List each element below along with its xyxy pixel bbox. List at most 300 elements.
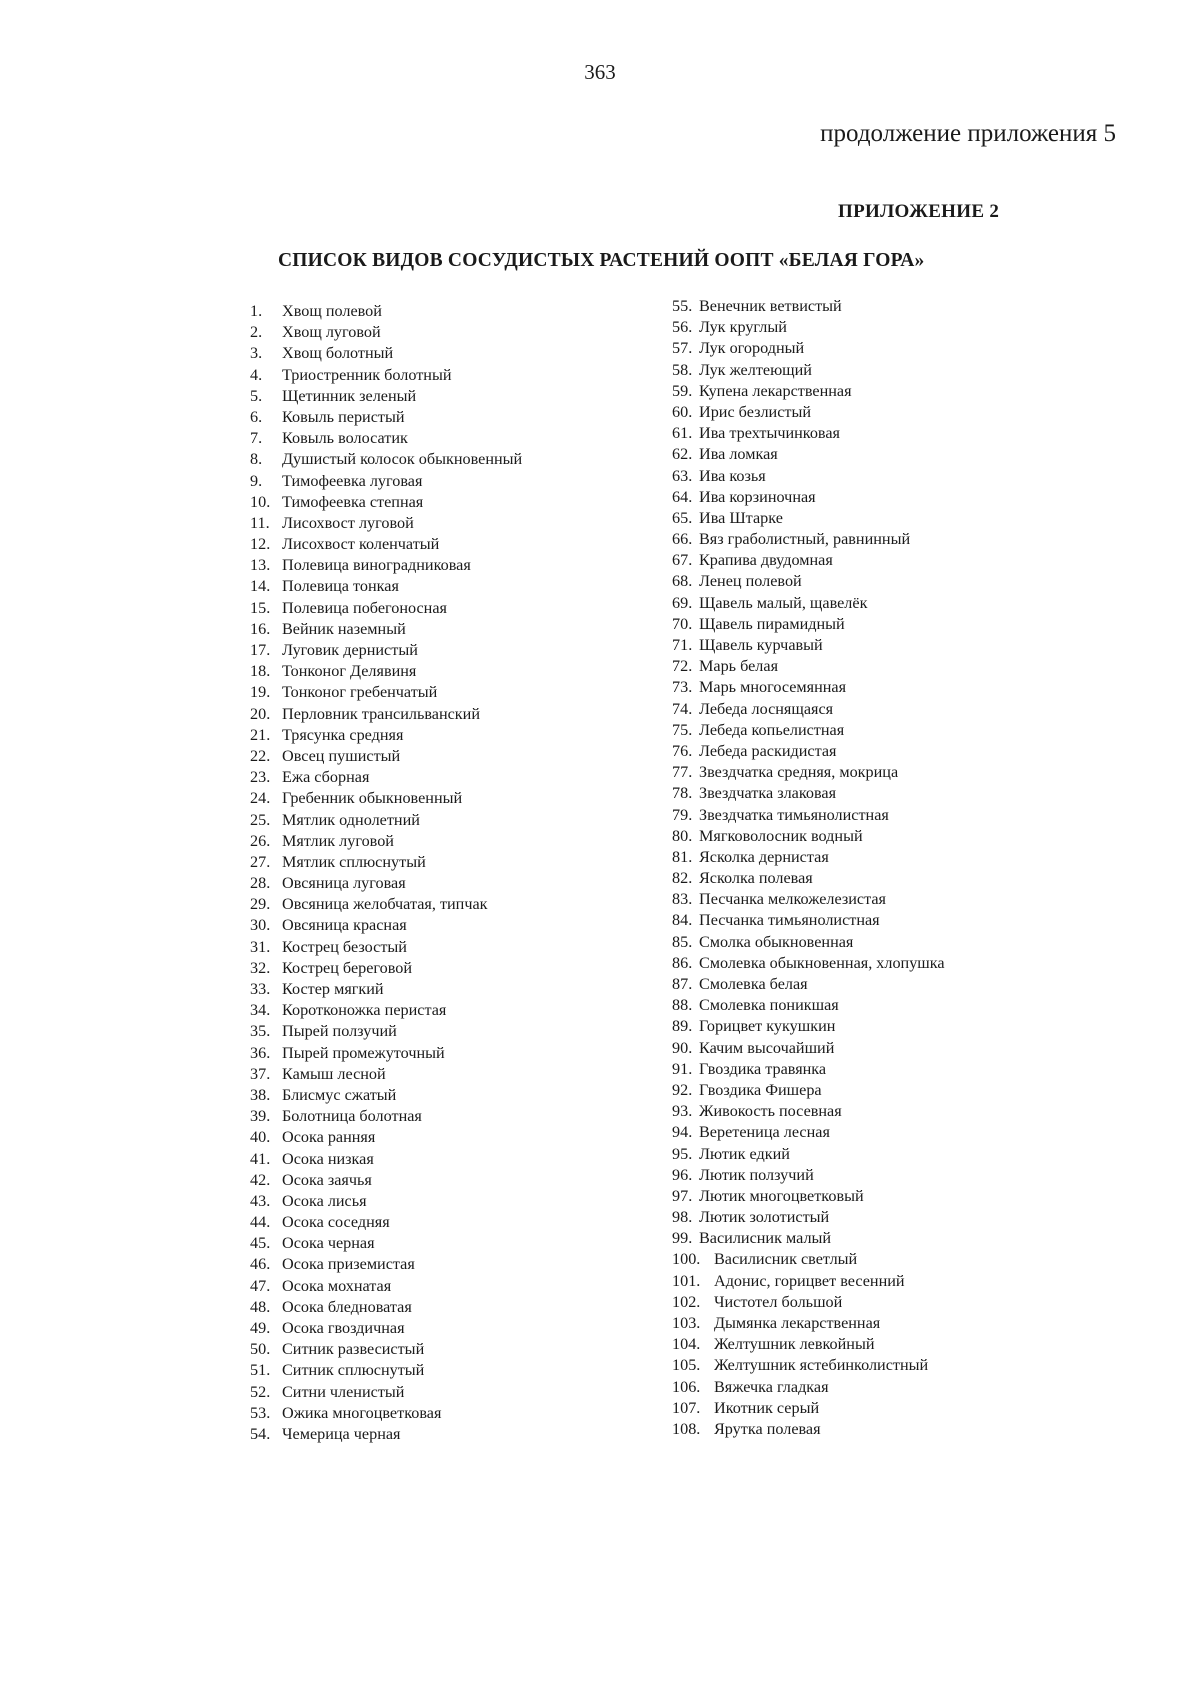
species-number: 44. <box>250 1213 271 1232</box>
species-item <box>250 1212 522 1233</box>
species-item <box>672 741 945 762</box>
species-item <box>672 1038 945 1059</box>
species-name: Лебеда раскидистая <box>699 741 837 760</box>
species-item <box>672 508 945 529</box>
species-name: Горицвет кукушкин <box>699 1017 836 1036</box>
species-name: Ярутка полевая <box>714 1419 821 1438</box>
species-number: 55. <box>672 297 693 315</box>
species-number: 70. <box>672 614 693 633</box>
species-item <box>672 826 945 847</box>
species-item <box>672 1186 945 1207</box>
species-name: Ситни членистый <box>282 1382 405 1401</box>
species-number: 4. <box>250 365 263 384</box>
species-item <box>250 1424 522 1445</box>
species-number: 34. <box>250 1001 271 1020</box>
species-number: 80. <box>672 826 693 845</box>
species-item <box>250 428 522 449</box>
species-name: Ясколка дернистая <box>699 847 829 866</box>
species-item <box>672 699 945 720</box>
species-item <box>672 1165 945 1186</box>
species-number: 99. <box>672 1229 693 1248</box>
species-item <box>672 1228 945 1249</box>
species-name: Перловник трансильванский <box>282 704 480 723</box>
species-number: 15. <box>250 598 271 617</box>
species-number: 39. <box>250 1107 271 1126</box>
species-item <box>250 1127 522 1148</box>
species-name: Гвоздика Фишера <box>699 1080 822 1099</box>
species-number: 47. <box>250 1276 271 1295</box>
species-item <box>672 953 945 974</box>
species-item <box>672 1313 945 1334</box>
species-number: 95. <box>672 1144 693 1163</box>
species-number: 83. <box>672 890 693 909</box>
species-number: 60. <box>672 402 693 421</box>
species-item <box>250 1043 522 1064</box>
species-item <box>672 1080 945 1101</box>
species-name: Ива трехтычинковая <box>699 424 840 443</box>
species-number: 25. <box>250 810 271 829</box>
species-number: 16. <box>250 619 271 638</box>
species-number: 19. <box>250 683 271 702</box>
species-number: 48. <box>250 1297 271 1316</box>
species-name: Желтушник ястебинколистный <box>714 1356 929 1375</box>
species-name: Щавель малый, щавелёк <box>699 593 868 612</box>
species-name: Мятлик луговой <box>282 831 394 850</box>
species-name: Тонконог Делявиня <box>282 662 417 681</box>
species-name: Марь многосемянная <box>699 678 847 697</box>
species-number: 1. <box>250 302 263 320</box>
species-number: 90. <box>672 1038 693 1057</box>
species-number: 94. <box>672 1123 693 1142</box>
species-name: Лютик многоцветковый <box>699 1186 864 1205</box>
species-name: Полевица виноградниковая <box>282 556 471 575</box>
species-item <box>672 487 945 508</box>
species-item <box>250 598 522 619</box>
species-item <box>250 894 522 915</box>
species-number: 26. <box>250 831 271 850</box>
species-name: Лютик ползучий <box>699 1165 814 1184</box>
species-item <box>672 1249 945 1270</box>
species-number: 20. <box>250 704 271 723</box>
species-item <box>672 593 945 614</box>
species-name: Хвощ полевой <box>282 302 382 320</box>
species-item <box>250 471 522 492</box>
species-item <box>250 661 522 682</box>
species-number: 22. <box>250 746 271 765</box>
species-number: 88. <box>672 996 693 1015</box>
species-name: Гребенник обыкновенный <box>282 789 463 808</box>
species-item <box>672 720 945 741</box>
species-item <box>672 1271 945 1292</box>
species-item <box>250 534 522 555</box>
species-number: 92. <box>672 1080 693 1099</box>
species-name: Мягковолосник водный <box>699 826 863 845</box>
species-name: Коротконожка перистая <box>282 1001 447 1020</box>
species-number: 76. <box>672 741 693 760</box>
species-number: 32. <box>250 958 271 977</box>
species-item <box>672 1101 945 1122</box>
species-name: Тимофеевка луговая <box>282 471 423 490</box>
species-name: Осока ранняя <box>282 1128 376 1147</box>
species-number: 45. <box>250 1234 271 1253</box>
species-name: Ленец полевой <box>699 572 802 591</box>
species-name: Лисохвост коленчатый <box>282 535 440 554</box>
species-name: Крапива двудомная <box>699 551 833 570</box>
species-number: 11. <box>250 513 270 532</box>
species-number: 81. <box>672 847 693 866</box>
species-name: Ситник развесистый <box>282 1340 425 1359</box>
species-item <box>250 1339 522 1360</box>
species-item <box>672 571 945 592</box>
species-item <box>250 1085 522 1106</box>
species-item <box>672 1398 945 1419</box>
species-number: 68. <box>672 572 693 591</box>
species-name: Венечник ветвистый <box>699 297 842 315</box>
species-number: 42. <box>250 1170 271 1189</box>
species-number: 14. <box>250 577 271 596</box>
species-item <box>672 338 945 359</box>
species-item <box>250 555 522 576</box>
species-name: Осока лисья <box>282 1191 367 1210</box>
species-item <box>672 444 945 465</box>
species-number: 28. <box>250 874 271 893</box>
species-item <box>250 386 522 407</box>
species-name: Вяз граболистный, равнинный <box>699 530 911 549</box>
species-number: 59. <box>672 381 693 400</box>
species-number: 74. <box>672 699 693 718</box>
species-name: Качим высочайший <box>699 1038 835 1057</box>
species-name: Лук желтеющий <box>699 360 812 379</box>
species-number: 62. <box>672 445 693 464</box>
species-name: Блисмус сжатый <box>282 1085 397 1104</box>
species-number: 3. <box>250 344 263 363</box>
species-item <box>250 873 522 894</box>
species-item <box>672 1016 945 1037</box>
species-item <box>672 317 945 338</box>
species-name: Осока соседняя <box>282 1213 390 1232</box>
species-name: Душистый колосок обыкновенный <box>282 450 523 469</box>
species-item <box>250 788 522 809</box>
species-number: 35. <box>250 1022 271 1041</box>
species-item <box>672 1144 945 1165</box>
species-item <box>672 360 945 381</box>
species-name: Осока бледноватая <box>282 1297 412 1316</box>
species-name: Ковыль перистый <box>282 407 405 426</box>
species-name: Лебеда лоснящаяся <box>699 699 834 718</box>
species-name: Звездчатка злаковая <box>699 784 837 803</box>
species-item <box>672 1122 945 1143</box>
species-name: Лук огородный <box>699 339 805 358</box>
species-item <box>672 423 945 444</box>
species-item <box>672 381 945 402</box>
species-item <box>672 762 945 783</box>
species-name: Осока гвоздичная <box>282 1319 405 1337</box>
species-item <box>250 619 522 640</box>
species-name: Звездчатка тимьянолистная <box>699 805 889 824</box>
species-name: Хвощ луговой <box>282 323 381 342</box>
species-item <box>672 656 945 677</box>
species-item <box>250 449 522 470</box>
species-number: 13. <box>250 556 271 575</box>
appendix-label: ПРИЛОЖЕНИЕ 2 <box>838 201 1000 222</box>
species-number: 38. <box>250 1085 271 1104</box>
species-name: Икотник серый <box>714 1398 820 1417</box>
species-name: Ива Штарке <box>699 508 783 527</box>
species-name: Лютик едкий <box>699 1144 790 1163</box>
species-name: Пырей ползучий <box>282 1022 397 1041</box>
species-name: Тимофеевка степная <box>282 492 424 511</box>
species-item <box>250 301 522 322</box>
species-number: 75. <box>672 720 693 739</box>
species-number: 93. <box>672 1102 693 1121</box>
species-number: 79. <box>672 805 693 824</box>
species-number: 18. <box>250 662 271 681</box>
species-item <box>672 550 945 571</box>
species-name: Живокость посевная <box>699 1102 842 1121</box>
species-number: 97. <box>672 1186 693 1205</box>
species-name: Песчанка мелкожелезистая <box>699 890 886 909</box>
species-name: Чистотел большой <box>714 1292 843 1311</box>
page-number: 363 <box>584 60 616 84</box>
species-number: 106. <box>672 1377 701 1396</box>
species-item <box>672 1207 945 1228</box>
species-number: 50. <box>250 1340 271 1359</box>
species-item <box>672 868 945 889</box>
species-name: Овсец пушистый <box>282 746 401 765</box>
species-number: 96. <box>672 1165 693 1184</box>
species-name: Щетинник зеленый <box>282 386 417 405</box>
species-item <box>250 1021 522 1042</box>
species-number: 51. <box>250 1361 271 1380</box>
species-number: 84. <box>672 911 693 930</box>
species-number: 56. <box>672 318 693 337</box>
species-name: Ежа сборная <box>282 768 370 787</box>
species-name: Ковыль волосатик <box>282 429 408 448</box>
species-name: Песчанка тимьянолистная <box>699 911 880 930</box>
species-item <box>250 407 522 428</box>
species-number: 63. <box>672 466 693 485</box>
species-number: 8. <box>250 450 263 469</box>
species-list-left <box>250 301 522 1445</box>
species-item <box>250 365 522 386</box>
species-item <box>672 1419 945 1440</box>
species-name: Чемерица черная <box>282 1424 401 1443</box>
species-item <box>250 810 522 831</box>
species-name: Смолевка белая <box>699 975 808 993</box>
species-number: 87. <box>672 975 693 993</box>
species-number: 107. <box>672 1398 701 1417</box>
species-number: 49. <box>250 1319 271 1337</box>
species-name: Лютик золотистый <box>699 1208 830 1227</box>
species-name: Ива ломкая <box>699 445 778 464</box>
species-number: 30. <box>250 916 271 935</box>
species-name: Василисник малый <box>699 1229 832 1248</box>
species-name: Желтушник левкойный <box>714 1335 875 1354</box>
species-number: 29. <box>250 895 271 914</box>
species-item <box>250 767 522 788</box>
species-name: Гвоздика травянка <box>699 1059 827 1078</box>
species-item <box>250 725 522 746</box>
list-title: СПИСОК ВИДОВ СОСУДИСТЫХ РАСТЕНИЙ ООПТ «БЕЛАЯ ГОРА» <box>278 250 925 271</box>
species-item <box>672 783 945 804</box>
species-item <box>250 704 522 725</box>
continuation-note: продолжение приложения 5 <box>820 120 1116 147</box>
species-name: Вейник наземный <box>282 619 406 638</box>
species-item <box>250 1254 522 1275</box>
species-item <box>672 677 945 698</box>
species-number: 100. <box>672 1250 701 1269</box>
species-name: Хвощ болотный <box>282 344 394 363</box>
species-item <box>672 635 945 656</box>
species-list-right <box>672 296 945 1440</box>
species-number: 5. <box>250 386 263 405</box>
species-name: Овсяница луговая <box>282 874 406 893</box>
species-name: Мятлик сплюснутый <box>282 852 426 871</box>
species-number: 72. <box>672 657 693 676</box>
species-item <box>250 1000 522 1021</box>
species-name: Полевица побегоносная <box>282 598 447 617</box>
species-item <box>672 995 945 1016</box>
species-name: Тонконог гребенчатый <box>282 683 438 702</box>
species-name: Купена лекарственная <box>699 381 852 400</box>
species-number: 12. <box>250 535 271 554</box>
species-name: Василисник светлый <box>714 1250 858 1269</box>
species-number: 7. <box>250 429 263 448</box>
species-item <box>672 402 945 423</box>
species-name: Осока заячья <box>282 1170 372 1189</box>
species-item <box>672 805 945 826</box>
species-item <box>250 1382 522 1403</box>
species-item <box>250 322 522 343</box>
species-item <box>250 852 522 873</box>
species-item <box>672 296 945 317</box>
species-number: 58. <box>672 360 693 379</box>
species-item <box>250 640 522 661</box>
species-number: 43. <box>250 1191 271 1210</box>
species-name: Мятлик однолетний <box>282 810 420 829</box>
species-name: Овсяница красная <box>282 916 407 935</box>
species-number: 21. <box>250 725 271 744</box>
species-item <box>672 1377 945 1398</box>
species-item <box>672 1355 945 1376</box>
species-name: Камыш лесной <box>282 1064 386 1083</box>
species-number: 82. <box>672 869 693 888</box>
species-item <box>250 1276 522 1297</box>
species-number: 23. <box>250 768 271 787</box>
species-item <box>672 466 945 487</box>
species-name: Овсяница желобчатая, типчак <box>282 895 488 914</box>
species-number: 77. <box>672 763 693 782</box>
species-item <box>250 343 522 364</box>
species-item <box>250 937 522 958</box>
species-name: Ясколка полевая <box>699 869 813 888</box>
species-item <box>250 1149 522 1170</box>
species-number: 101. <box>672 1271 701 1290</box>
species-number: 89. <box>672 1017 693 1036</box>
species-number: 9. <box>250 471 263 490</box>
species-item <box>250 1318 522 1339</box>
species-number: 31. <box>250 937 271 956</box>
species-item <box>672 1292 945 1313</box>
species-number: 78. <box>672 784 693 803</box>
species-item <box>250 1170 522 1191</box>
species-number: 2. <box>250 323 263 342</box>
species-item <box>250 576 522 597</box>
species-name: Триостренник болотный <box>282 365 452 384</box>
species-number: 17. <box>250 641 271 659</box>
species-number: 24. <box>250 789 271 808</box>
species-name: Ива корзиночная <box>699 487 816 506</box>
species-name: Пырей промежуточный <box>282 1043 445 1062</box>
species-item <box>672 974 945 995</box>
species-number: 98. <box>672 1208 693 1227</box>
species-name: Болотница болотная <box>282 1107 422 1126</box>
species-item <box>250 1360 522 1381</box>
species-number: 41. <box>250 1149 271 1168</box>
species-item <box>250 746 522 767</box>
species-name: Смолка обыкновенная <box>699 932 854 951</box>
species-item <box>672 614 945 635</box>
species-name: Кострец береговой <box>282 958 413 977</box>
species-item <box>250 492 522 513</box>
species-item <box>250 979 522 1000</box>
species-name: Дымянка лекарственная <box>714 1314 881 1332</box>
species-number: 53. <box>250 1403 271 1422</box>
species-item <box>250 1297 522 1318</box>
species-number: 67. <box>672 551 693 570</box>
species-item <box>250 1403 522 1424</box>
species-name: Марь белая <box>699 657 779 676</box>
species-name: Осока приземистая <box>282 1255 415 1274</box>
species-name: Ива козья <box>699 466 766 485</box>
species-number: 37. <box>250 1064 271 1083</box>
species-item <box>672 1059 945 1080</box>
species-number: 108. <box>672 1419 701 1438</box>
species-number: 61. <box>672 424 693 443</box>
species-name: Лук круглый <box>699 318 787 337</box>
species-number: 54. <box>250 1424 271 1443</box>
species-number: 52. <box>250 1382 271 1401</box>
species-name: Смолевка поникшая <box>699 996 839 1015</box>
species-name: Осока мохнатая <box>282 1276 392 1295</box>
species-number: 64. <box>672 487 693 506</box>
species-item <box>250 831 522 852</box>
species-item <box>250 513 522 534</box>
species-number: 10. <box>250 492 271 511</box>
species-number: 33. <box>250 980 271 998</box>
species-item <box>672 529 945 550</box>
species-item <box>250 682 522 703</box>
species-number: 102. <box>672 1292 701 1311</box>
species-name: Лебеда копьелистная <box>699 720 845 739</box>
species-name: Луговик дернистый <box>282 641 418 659</box>
species-item <box>250 1191 522 1212</box>
species-number: 57. <box>672 339 693 358</box>
species-name: Ожика многоцветковая <box>282 1403 442 1422</box>
species-number: 73. <box>672 678 693 697</box>
species-item <box>672 889 945 910</box>
species-name: Осока черная <box>282 1234 375 1253</box>
species-name: Лисохвост луговой <box>282 513 414 532</box>
species-name: Звездчатка средняя, мокрица <box>699 763 899 782</box>
species-item <box>672 910 945 931</box>
species-name: Кострец безостый <box>282 937 407 956</box>
species-number: 104. <box>672 1335 701 1354</box>
species-name: Смолевка обыкновенная, хлопушка <box>699 953 945 972</box>
species-number: 66. <box>672 530 693 549</box>
species-item <box>250 915 522 936</box>
species-number: 40. <box>250 1128 271 1147</box>
